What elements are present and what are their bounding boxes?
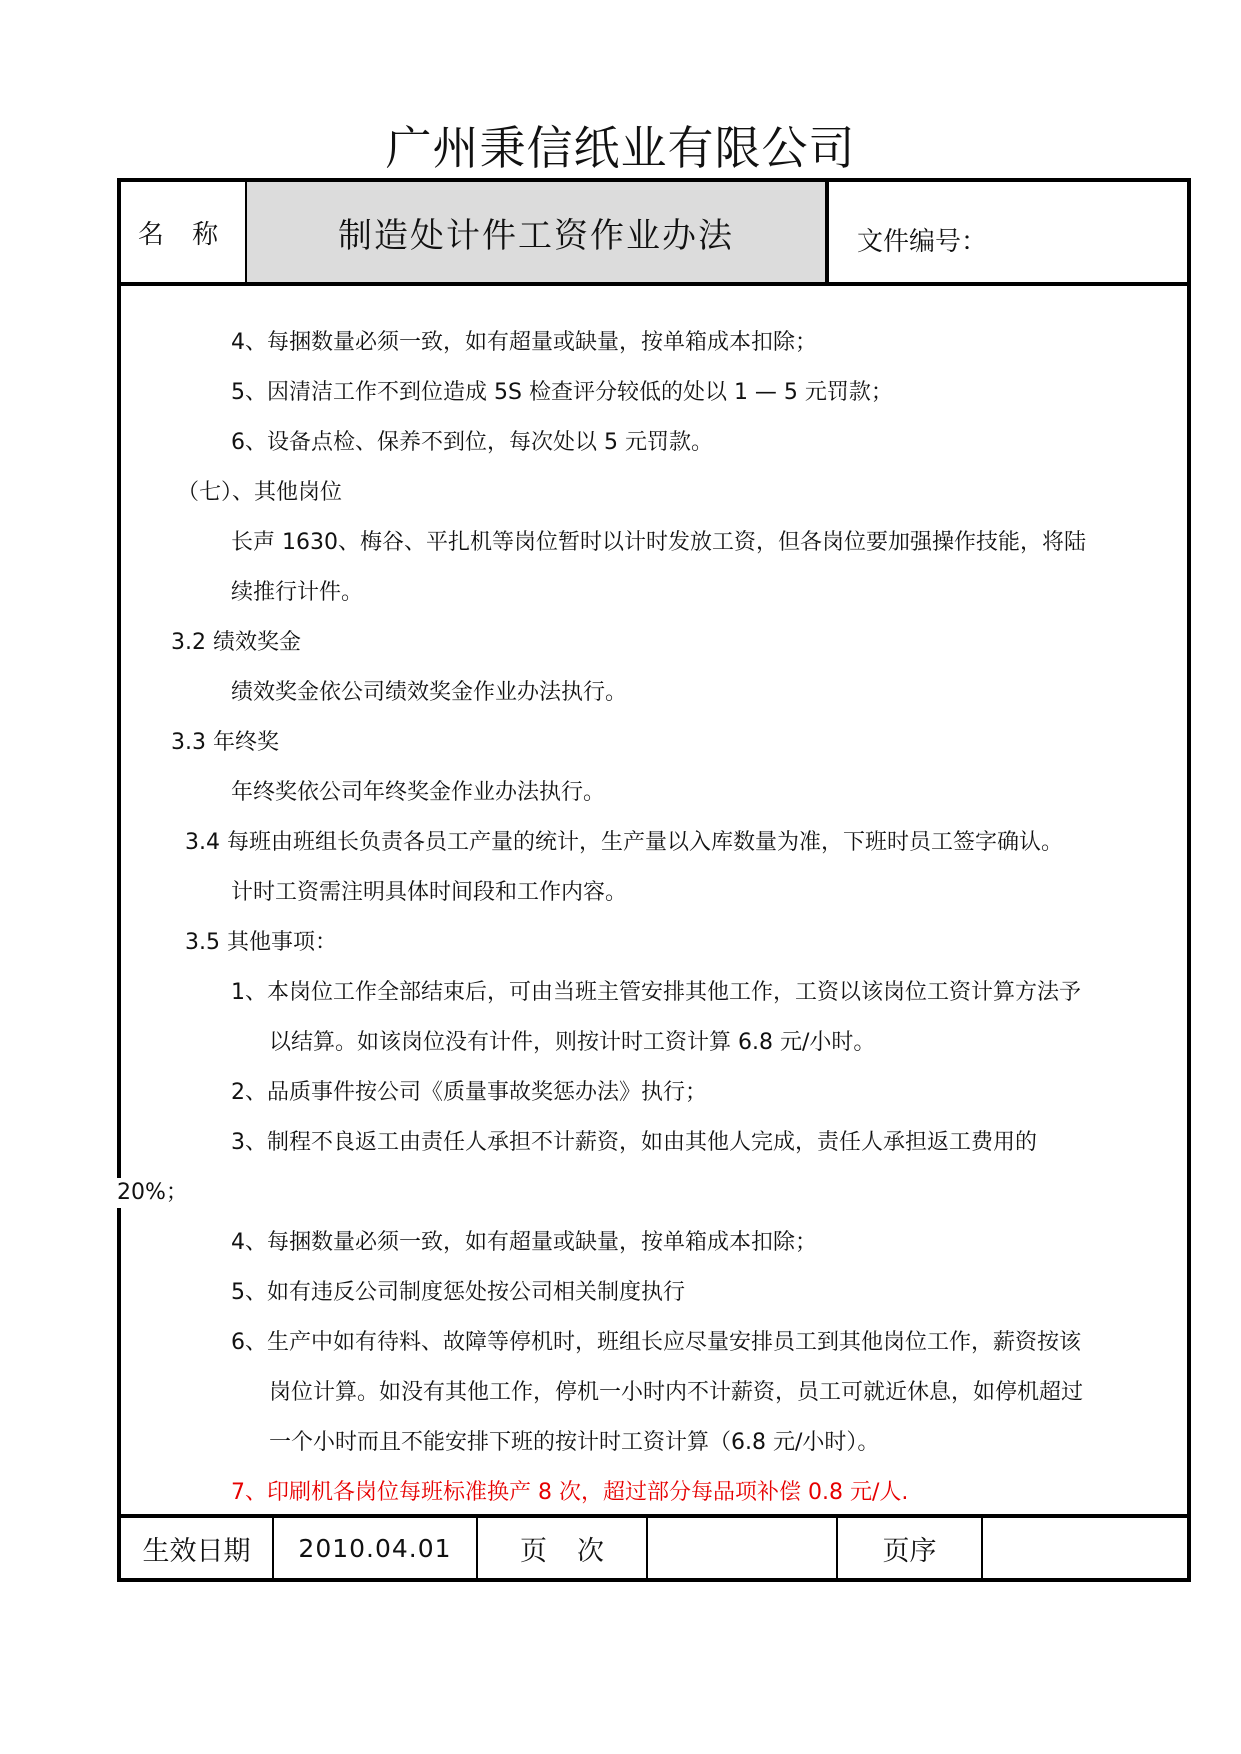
document-number-label: 文件编号： bbox=[857, 226, 988, 257]
name-label: 名 称 bbox=[121, 182, 247, 282]
body-line: 年终奖依公司年终奖金作业办法执行。 bbox=[231, 780, 606, 805]
body-line: 5、因清洁工作不到位造成 5S 检查评分较低的处以 1 — 5 元罚款； bbox=[231, 380, 893, 405]
highlighted-rule: 7、印刷机各岗位每班标准换产 8 次，超过部分每品项补偿 0.8 元/人. bbox=[231, 1480, 909, 1505]
body-line: 4、每捆数量必须一致，如有超量或缺量，按单箱成本扣除； bbox=[231, 330, 817, 355]
company-name: 广州秉信纸业有限公司 bbox=[385, 121, 856, 175]
body-line: 以结算。如该岗位没有计件，则按计时工资计算 6.8 元/小时。 bbox=[269, 1030, 876, 1055]
body-line: 6、设备点检、保养不到位，每次处以 5 元罚款。 bbox=[231, 430, 713, 455]
body-line: 长声 1630、梅谷、平扎机等岗位暂时以计时发放工资，但各岗位要加强操作技能，将陆 bbox=[231, 530, 1086, 555]
body-line: 2、品质事件按公司《质量事故奖惩办法》执行； bbox=[231, 1080, 707, 1105]
section-heading: （七）、其他岗位 bbox=[177, 480, 343, 505]
section-heading: 3.3 年终奖 bbox=[171, 730, 279, 755]
document-title: 制造处计件工资作业办法 bbox=[247, 182, 829, 282]
section-heading: 3.5 其他事项： bbox=[185, 930, 337, 955]
body-line: 20%； bbox=[117, 1178, 188, 1208]
section-heading: 3.2 绩效奖金 bbox=[171, 630, 301, 655]
page-order-label: 页序 bbox=[838, 1518, 983, 1578]
body-line: 续推行计件。 bbox=[231, 580, 364, 605]
body-line: 1、本岗位工作全部结束后，可由当班主管安排其他工作，工资以该岗位工资计算方法予 bbox=[231, 980, 1081, 1005]
body-line: 5、如有违反公司制度惩处按公司相关制度执行 bbox=[231, 1280, 685, 1305]
body-line: 3、制程不良返工由责任人承担不计薪资，如由其他人完成，责任人承担返工费用的 bbox=[231, 1130, 1037, 1155]
page-order-value bbox=[983, 1518, 1187, 1578]
page-label: 页次 bbox=[478, 1518, 648, 1578]
page-value bbox=[648, 1518, 838, 1578]
body-line: 一个小时而且不能安排下班的按计时工资计算（6.8 元/小时）。 bbox=[269, 1430, 880, 1455]
body-line: 6、生产中如有待料、故障等停机时，班组长应尽量安排员工到其他岗位工作，薪资按该 bbox=[231, 1330, 1081, 1355]
body-line: 岗位计算。如没有其他工作，停机一小时内不计薪资，员工可就近休息，如停机超过 bbox=[269, 1380, 1084, 1405]
body-line: 4、每捆数量必须一致，如有超量或缺量，按单箱成本扣除； bbox=[231, 1230, 817, 1255]
body-line: 3.4 每班由班组长负责各员工产量的统计，生产量以入库数量为准，下班时员工签字确认。 bbox=[185, 830, 1063, 855]
header-row bbox=[121, 182, 1187, 286]
footer-row bbox=[121, 1514, 1187, 1578]
document-frame bbox=[117, 178, 1191, 1582]
body-line: 绩效奖金依公司绩效奖金作业办法执行。 bbox=[231, 680, 628, 705]
effective-date-value: 2010.04.01 bbox=[274, 1518, 478, 1578]
body-line: 计时工资需注明具体时间段和工作内容。 bbox=[231, 880, 628, 905]
effective-date-label: 生效日期 bbox=[121, 1518, 274, 1578]
